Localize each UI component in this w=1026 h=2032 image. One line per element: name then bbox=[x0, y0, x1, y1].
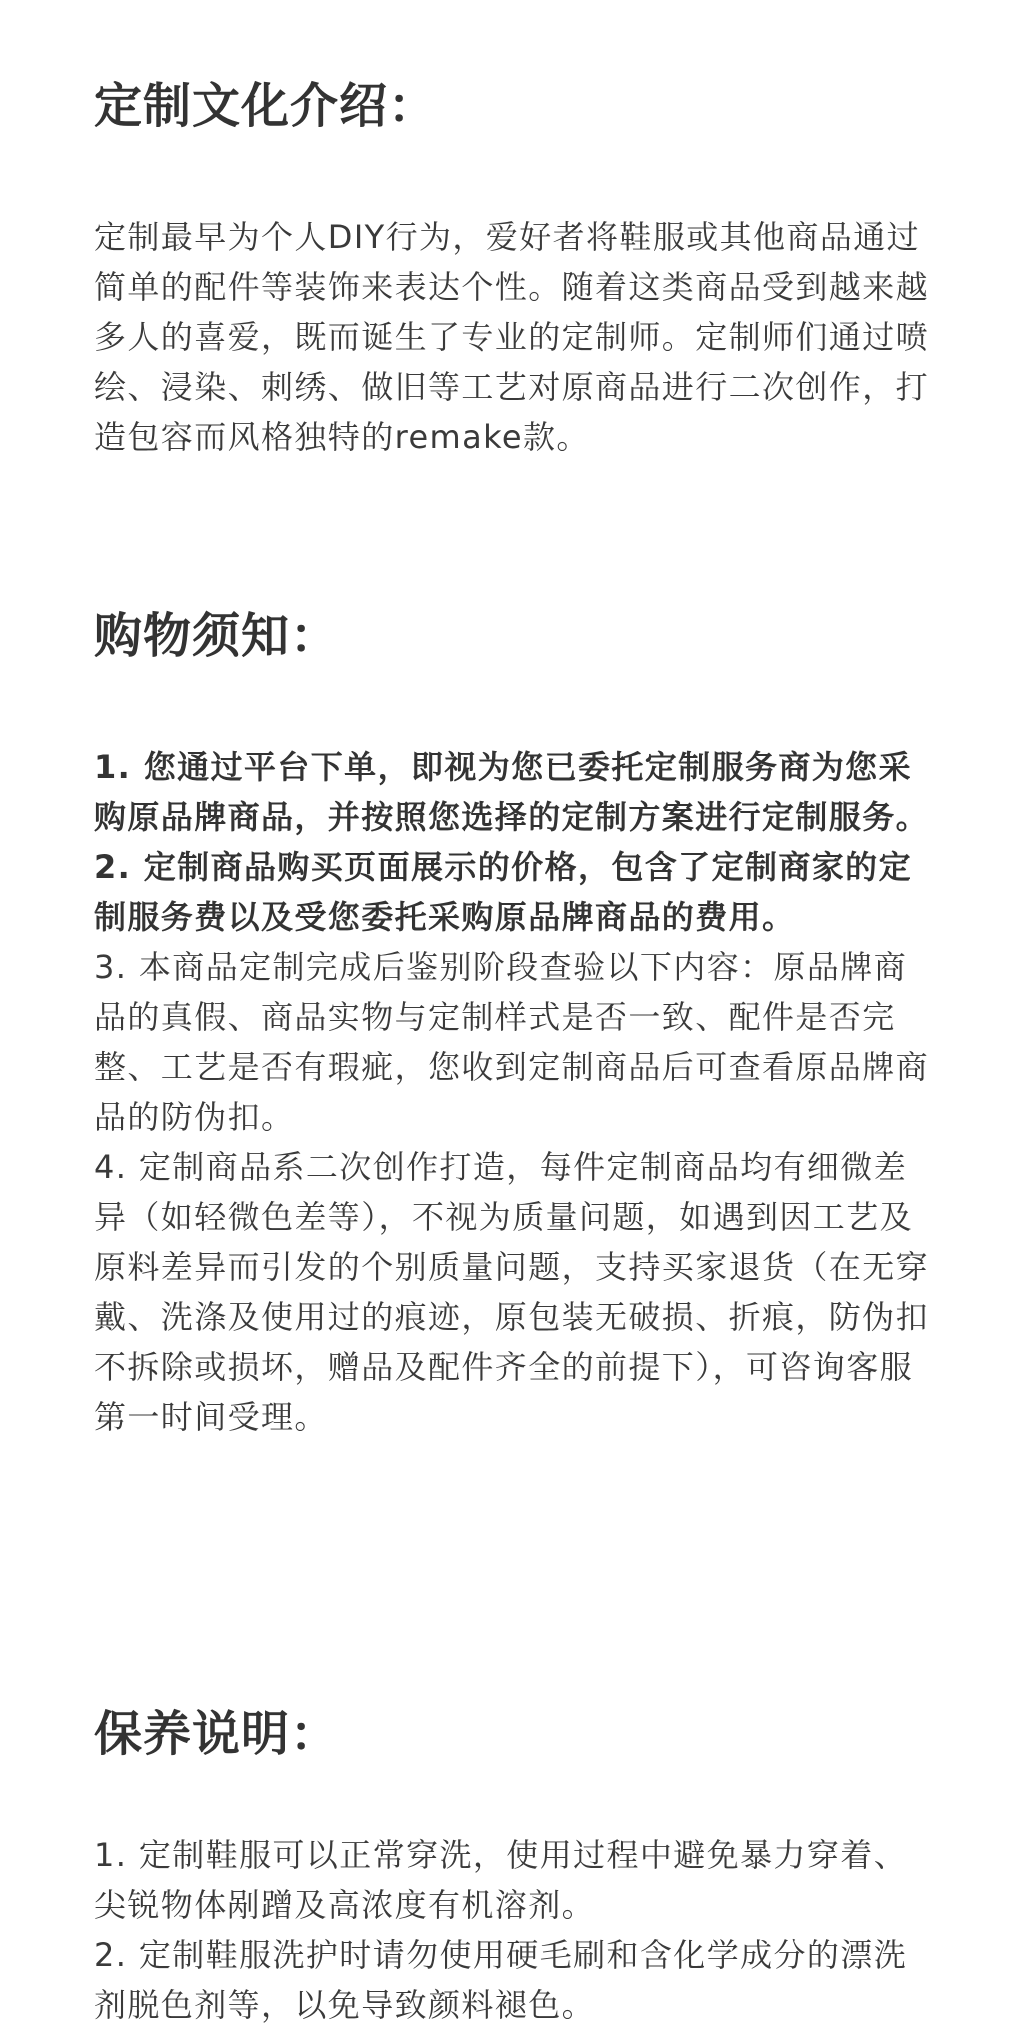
care-instructions-list bbox=[94, 1830, 934, 2030]
custom-culture-section bbox=[94, 76, 934, 462]
care-instructions-item-1: 1. 定制鞋服可以正常穿洗，使用过程中避免暴力穿着、尖锐物体剐蹭及高浓度有机溶剂。 bbox=[94, 1836, 908, 1924]
care-instructions-section bbox=[94, 1704, 934, 2030]
shopping-notice-item-3: 3. 本商品定制完成后鉴别阶段查验以下内容：原品牌商品的真假、商品实物与定制样式是否一致、配件是否完整、工艺是否有瑕疵，您收到定制商品后可查看原品牌商品的防伪扣。 bbox=[94, 948, 930, 1136]
shopping-notice-list bbox=[94, 742, 934, 1442]
care-instructions-item-2: 2. 定制鞋服洗护时请勿使用硬毛刷和含化学成分的漂洗剂脱色剂等，以免导致颜料褪色。 bbox=[94, 1936, 908, 2024]
shopping-notice-item-1: 1. 您通过平台下单，即视为您已委托定制服务商为您采购原品牌商品，并按照您选择的定制方案进行定制服务。 bbox=[94, 748, 930, 836]
custom-culture-heading: 定制文化介绍： bbox=[94, 78, 438, 134]
shopping-notice-item-2: 2. 定制商品购买页面展示的价格，包含了定制商家的定制服务费以及受您委托采购原品牌商品的费用。 bbox=[94, 848, 912, 936]
custom-culture-paragraph: 定制最早为个人DIY行为，爱好者将鞋服或其他商品通过简单的配件等装饰来表达个性。随着这类商品受到越来越多人的喜爱，既而诞生了专业的定制师。定制师们通过喷绘、浸染、刺绣、做旧等工艺对原商品进行二次创作，打造包容而风格独特的remake款。 bbox=[94, 218, 930, 456]
shopping-notice-heading: 购物须知： bbox=[94, 608, 340, 664]
shopping-notice-section bbox=[94, 606, 934, 1442]
shopping-notice-item-4: 4. 定制商品系二次创作打造，每件定制商品均有细微差异（如轻微色差等），不视为质量问题，如遇到因工艺及原料差异而引发的个别质量问题，支持买家退货（在无穿戴、洗涤及使用过的痕迹，原包装无破损、折痕，防伪扣不拆除或损坏，赠品及配件齐全的前提下），可咨询客服第一时间受理。 bbox=[94, 1148, 930, 1436]
care-instructions-heading: 保养说明： bbox=[94, 1706, 340, 1762]
